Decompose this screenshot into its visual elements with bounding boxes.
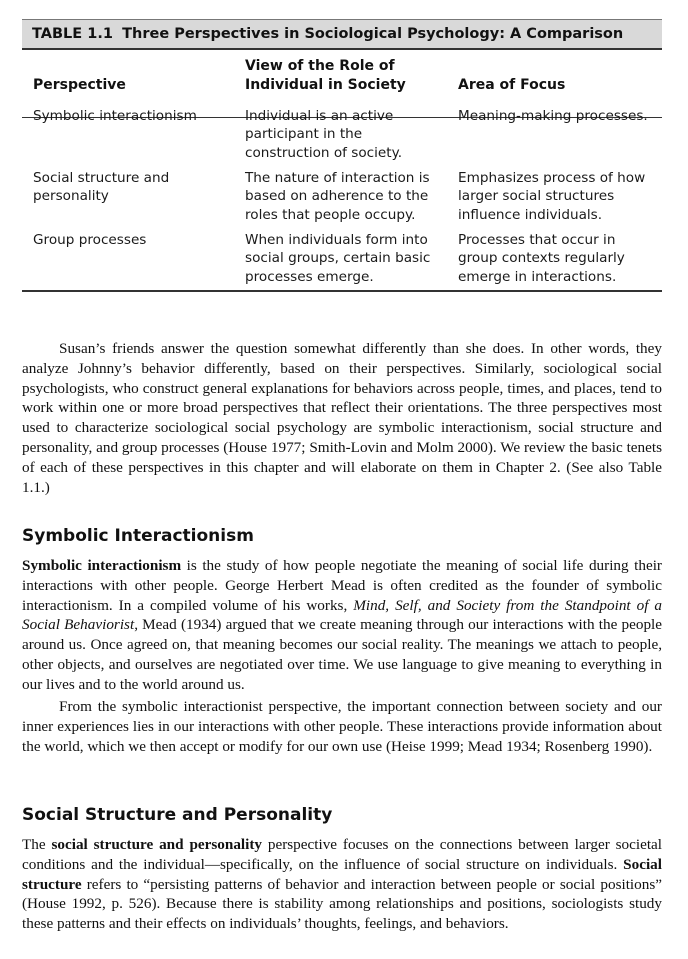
- header-focus: Area of Focus: [458, 77, 566, 93]
- row1-focus: Meaning-making processes.: [458, 108, 648, 124]
- si-text-a: is the study of how people negotiate the meaning of social life during their interactions with other people. George Herbert Mead is often credited as the founder of symbolic interactionism. In a compiled volume of his works,: [22, 557, 662, 614]
- table-label: TABLE 1.1: [32, 26, 113, 42]
- row3-perspective: Group processes: [33, 232, 147, 248]
- row2-view: The nature of interaction is based on adherence to the roles that people occupy.: [245, 170, 430, 223]
- section-heading-symbolic-interactionism: Symbolic Interactionism: [22, 526, 254, 546]
- ss-text-c: refers to “persisting patterns of behavior and interaction between people or social positions” (House 1992, p. 526). Because there is stability among relationships and positions, sociologists study these patterns and their effects on individuals’ thoughts, feelings, and behaviors.: [22, 875, 662, 933]
- book-title: Mind, Self, and Society from the Standpoint of a Social Behaviorist: [22, 596, 662, 634]
- header-view: [245, 57, 406, 95]
- section-heading-social-structure: Social Structure and Personality: [22, 805, 333, 825]
- table-caption: [22, 19, 662, 50]
- term-social-structure: Social structure: [22, 855, 662, 893]
- si-text-b: , Mead (1934) argued that we create meaning through our interactions with the people around us. Once agreed on, that meaning becomes our social reality. The meanings we attach to people, other objects, and ourselves are negotiated over time. We use language to give meaning to everything in our lives and to the world around us.: [22, 616, 663, 693]
- row1-view: Individual is an active participant in the construction of society.: [245, 108, 403, 161]
- table-title: Three Perspectives in Sociological Psychology: A Comparison: [122, 26, 624, 42]
- row3-view: When individuals form into social groups, certain basic processes emerge.: [245, 232, 431, 285]
- comparison-table: [22, 19, 662, 285]
- term-social-structure-and-personality: social structure and personality: [51, 836, 263, 853]
- header-perspective: Perspective: [33, 77, 126, 93]
- row2-focus: Emphasizes process of how larger social structures influence individuals.: [458, 170, 646, 223]
- row1-perspective: Symbolic interactionism: [33, 108, 197, 124]
- row2-perspective: Social structure and personality: [33, 170, 170, 205]
- header-view-line2: Individual in Society: [245, 77, 406, 93]
- ss-text-b: perspective focuses on the connections between larger societal conditions and the individual—specifically, on the influence of social structure on individuals.: [22, 836, 663, 873]
- header-view-line1: View of the Role of: [245, 58, 395, 74]
- intro-paragraph: Susan’s friends answer the question somewhat differently than she does. In other words, they analyze Johnny’s behavior differently, based on their perspectives. Similarly, sociological social psychologists, who construct general explanations for behaviors across people, times, and places, tend to work within one or more broad perspectives that reflect their orientations. The three perspectives most used to characterize sociological social psychology are symbolic interactionism, social structure and personality, and group processes (House 1977; Smith-Lovin and Molm 2000). We review the basic tenets of each of these perspectives in this chapter and will elaborate on them in Chapter 2. (See also Table 1.1.): [22, 340, 662, 496]
- ss-text-a: The: [22, 836, 52, 853]
- table-bottom-rule: [22, 290, 662, 292]
- symbolic-interactionism-paragraph-2: From the symbolic interactionist perspective, the important connection between society and our inner experiences lies in our interactions with other people. These interactions provide information about the world, which we then accept or modify for our own use (Heise 1999; Mead 1934; Rosenberg 1990).: [22, 698, 662, 755]
- term-symbolic-interactionism: Symbolic interactionism: [22, 557, 182, 574]
- row3-focus: Processes that occur in group contexts regularly emerge in interactions.: [458, 232, 625, 285]
- social-structure-paragraph-1: [22, 835, 662, 934]
- symbolic-interactionism-paragraph-1: [22, 556, 662, 695]
